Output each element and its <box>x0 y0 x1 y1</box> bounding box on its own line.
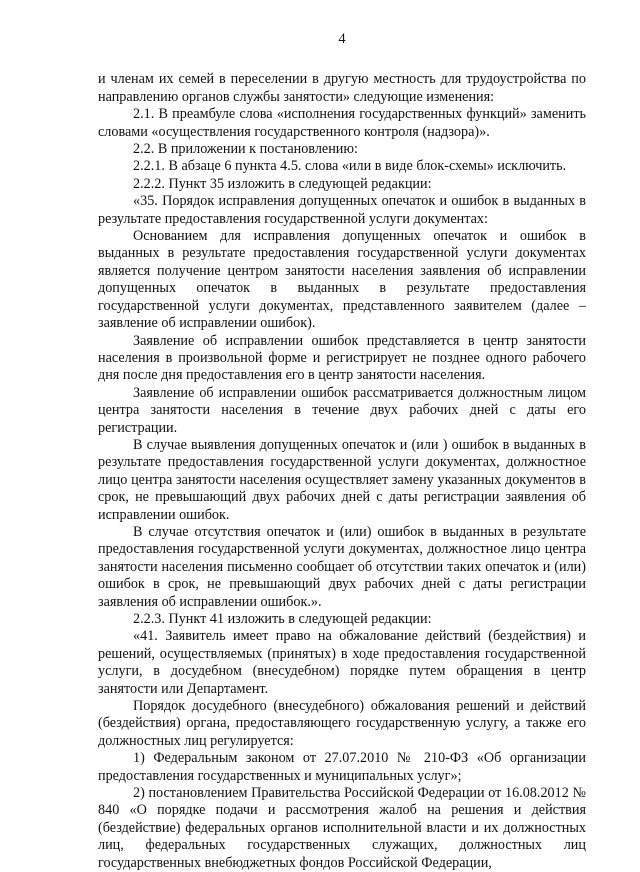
paragraph-2-1: 2.1. В преамбуле слова «исполнения государственных функций» заменить словами «осуществления государственного контроля (надзора)». <box>98 106 586 140</box>
page-number: 4 <box>338 31 346 47</box>
paragraph-correction-basis: Основанием для исправления допущенных опечаток и ошибок в выданных в результате предоставления государственной услуги документах является получение центром занятости населения заявления об исправлении допущенных опечаток в выданных в результате предоставления государственной услуги документах, представленного заявителем (далее – заявление об исправлении ошибок). <box>98 228 586 332</box>
paragraph-item-41: «41. Заявитель имеет право на обжалование действий (бездействия) и решений, осуществляемых (принятых) в ходе предоставления государственной услуги, в досудебном (внесудебном) порядке путем обращения в центр занятости или Департамент. <box>98 628 586 697</box>
paragraph-intro-continuation: и членам их семей в переселении в другую местность для трудоустройства по направлению органов службы занятости» следующие изменения: <box>98 71 586 105</box>
paragraph-application-review: Заявление об исправлении ошибок рассматривается должностным лицом центра занятости населения в течение двух рабочих дней с даты его регистрации. <box>98 384 586 436</box>
document-page <box>98 31 586 872</box>
paragraph-application-submission: Заявление об исправлении ошибок представляется в центр занятости населения в произвольной форме и регистрирует не позднее одного рабочего дня после дня предоставления его в центр занятости населения. <box>98 332 586 384</box>
paragraph-government-decree: 2) постановлением Правительства Российской Федерации от 16.08.2012 № 840 «О порядке подачи и рассмотрения жалоб на решения и действия (бездействие) федеральных органов исполнительной власти и их должностных лиц, федеральных государственных служащих, должностных лиц государственных внебюджетных фондов Российской Федерации, <box>98 785 586 871</box>
paragraph-appeal-procedure: Порядок досудебного (внесудебного) обжалования решений и действий (бездействия) органа, предоставляющего государственную услугу, а также его должностных лиц регулируется: <box>98 698 586 749</box>
paragraph-errors-found: В случае выявления допущенных опечаток и (или ) ошибок в выданных в результате предоставления государственной услуги документах, должностное лицо центра занятости населения осуществляет замену указанных документов в срок, не превышающий двух рабочих дней с даты регистрации заявления об исправлении ошибок. <box>98 436 586 523</box>
paragraph-2-2-2: 2.2.2. Пункт 35 изложить в следующей редакции: <box>133 175 432 192</box>
paragraph-2-2-1: 2.2.1. В абзаце 6 пункта 4.5. слова «или в виде блок-схемы» исключить. <box>133 158 567 175</box>
paragraph-item-35: «35. Порядок исправления допущенных опечаток и ошибок в выданных в результате предоставления государственной услуги документах: <box>98 193 586 227</box>
paragraph-federal-law: 1) Федеральным законом от 27.07.2010 № 210-ФЗ «Об организации предоставления государственных и муниципальных услуг»; <box>98 750 586 784</box>
paragraph-2-2-3: 2.2.3. Пункт 41 изложить в следующей редакции: <box>133 611 432 627</box>
paragraph-no-errors: В случае отсутствия опечаток и (или) ошибок в выданных в результате предоставления государственной услуги документах, должностное лицо центра занятости населения письменно сообщает об отсутствии таких опечаток и (или) ошибок в срок, не превышающий двух рабочих дней с даты регистрации заявления об исправлении ошибок.». <box>98 523 586 610</box>
document-body <box>98 71 586 872</box>
paragraph-2-2: 2.2. В приложении к постановлению: <box>133 141 358 158</box>
